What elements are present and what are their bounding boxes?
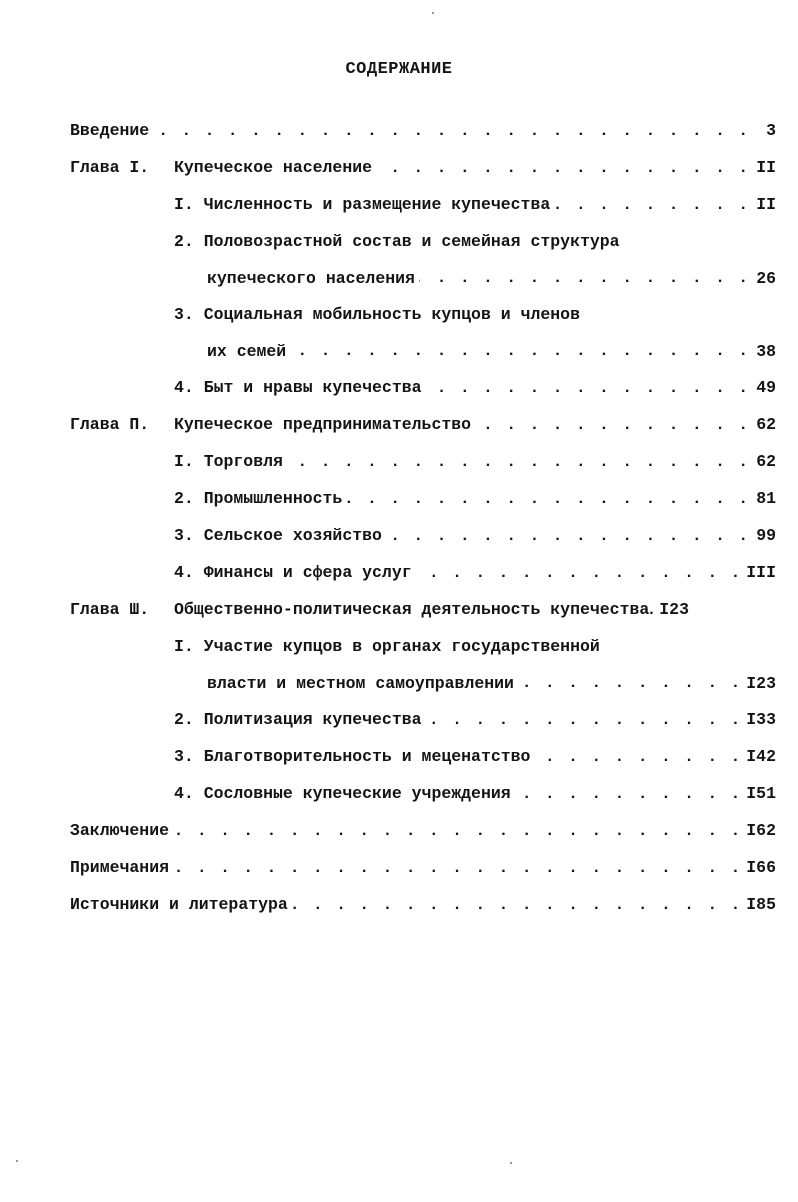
toc-entry-page: I33 [746, 710, 776, 729]
toc-entry-label: Введение [70, 121, 150, 140]
leader-dots [419, 269, 750, 287]
leader-dots [650, 601, 658, 619]
leader-dots [292, 896, 742, 914]
leader-dots [515, 785, 743, 803]
toc-entry-page: I66 [746, 858, 776, 877]
toc-entry-chapter-1[interactable] [70, 149, 776, 186]
toc-entry-chapter-2[interactable] [70, 406, 776, 443]
toc-entry-introduction[interactable] [70, 112, 776, 149]
leader-dots [554, 196, 750, 214]
toc-entry-label: I. Торговля [174, 452, 283, 471]
leader-dots [346, 490, 750, 508]
toc-entry-section[interactable] [70, 296, 776, 333]
toc-entry-section[interactable] [70, 775, 776, 812]
toc-entry-label: 2. Политизация купечества [174, 710, 422, 729]
toc-entry-label: 2. Половозрастной состав и семейная структура [174, 232, 620, 251]
toc-entry-label: 4. Быт и нравы купечества [174, 378, 422, 397]
toc-entry-label: I. Численность и размещение купечества [174, 195, 551, 214]
toc-entry-page: I51 [746, 784, 776, 803]
scan-speck [432, 12, 434, 14]
toc-entry-page: I23 [659, 600, 689, 619]
toc-entry-page: 81 [756, 489, 776, 508]
toc-entry-page: I85 [746, 895, 776, 914]
toc-entry-section[interactable] [70, 443, 776, 480]
leader-dots [518, 674, 742, 692]
toc-entry-section-continuation[interactable] [70, 260, 776, 296]
toc-entry-label: купеческого населения [207, 268, 415, 288]
toc-entry-section[interactable] [70, 701, 776, 738]
toc-entry-label: 3. Социальная мобильность купцов и членов [174, 305, 580, 324]
leader-dots [426, 711, 743, 729]
toc-entry-section[interactable] [70, 223, 776, 260]
leader-dots [416, 564, 743, 582]
toc-entry-page: II [756, 158, 776, 177]
toc-entry-section[interactable] [70, 480, 776, 517]
toc-entry-label: 3. Сельское хозяйство [174, 526, 382, 545]
toc-entry-label: их семей [207, 341, 287, 361]
toc-entry-page: II [756, 195, 776, 214]
toc-entry-page: I62 [746, 821, 776, 840]
toc-entry-section-continuation[interactable] [70, 665, 776, 701]
toc-entry-page: 62 [756, 415, 776, 434]
toc-entry-section-continuation[interactable] [70, 333, 776, 369]
chapter-prefix: Глава Ш. [70, 600, 150, 619]
toc-entry-label: I. Участие купцов в органах государственной [174, 637, 600, 656]
toc-entry-conclusion[interactable] [70, 812, 776, 849]
toc-entry-section[interactable] [70, 738, 776, 775]
toc-entry-page: 3 [766, 121, 776, 140]
toc-entry-label: Купеческое население [174, 158, 373, 177]
toc-entry-label: 4. Сословные купеческие учреждения [174, 784, 511, 803]
table-of-contents [70, 112, 776, 923]
page-title: СОДЕРЖАНИЕ [345, 60, 453, 79]
leader-dots [426, 379, 750, 397]
chapter-prefix: Глава П. [70, 415, 150, 434]
toc-entry-section[interactable] [70, 628, 776, 665]
toc-entry-notes[interactable] [70, 849, 776, 886]
toc-entry-page: 38 [756, 341, 776, 361]
toc-entry-label: Купеческое предпринимательство [174, 415, 472, 434]
toc-entry-page: I23 [746, 673, 776, 693]
toc-entry-section[interactable] [70, 186, 776, 223]
leader-dots [534, 748, 742, 766]
toc-entry-page: 26 [756, 268, 776, 288]
toc-entry-page: 49 [756, 378, 776, 397]
toc-entry-section[interactable] [70, 369, 776, 406]
leader-dots [173, 859, 742, 877]
chapter-prefix: Глава I. [70, 158, 150, 177]
leader-dots [290, 342, 750, 360]
scan-speck [510, 1162, 512, 1164]
toc-entry-label: Заключение [70, 821, 170, 840]
leader-dots [173, 822, 742, 840]
toc-entry-label: Источники и литература [70, 895, 288, 914]
toc-entry-page: III [746, 563, 776, 582]
toc-entry-page: 62 [756, 452, 776, 471]
toc-entry-label: 4. Финансы и сфера услуг [174, 563, 412, 582]
scan-speck [16, 1160, 18, 1162]
toc-entry-label: 2. Промышленность [174, 489, 343, 508]
toc-entry-chapter-3[interactable] [70, 591, 776, 628]
toc-entry-label: 3. Благотворительность и меценатство [174, 747, 531, 766]
leader-dots [475, 416, 750, 434]
toc-entry-page: I42 [746, 747, 776, 766]
toc-entry-page: 99 [756, 526, 776, 545]
toc-entry-label: Примечания [70, 858, 170, 877]
leader-dots [386, 527, 750, 545]
toc-entry-label: власти и местном самоуправлении [207, 673, 514, 693]
toc-entry-section[interactable] [70, 517, 776, 554]
leader-dots [376, 159, 750, 177]
toc-entry-label: Общественно-политическая деятельность купечества [174, 600, 650, 619]
toc-entry-section[interactable] [70, 554, 776, 591]
toc-entry-sources[interactable] [70, 886, 776, 923]
leader-dots [287, 453, 750, 471]
leader-dots [153, 122, 750, 140]
